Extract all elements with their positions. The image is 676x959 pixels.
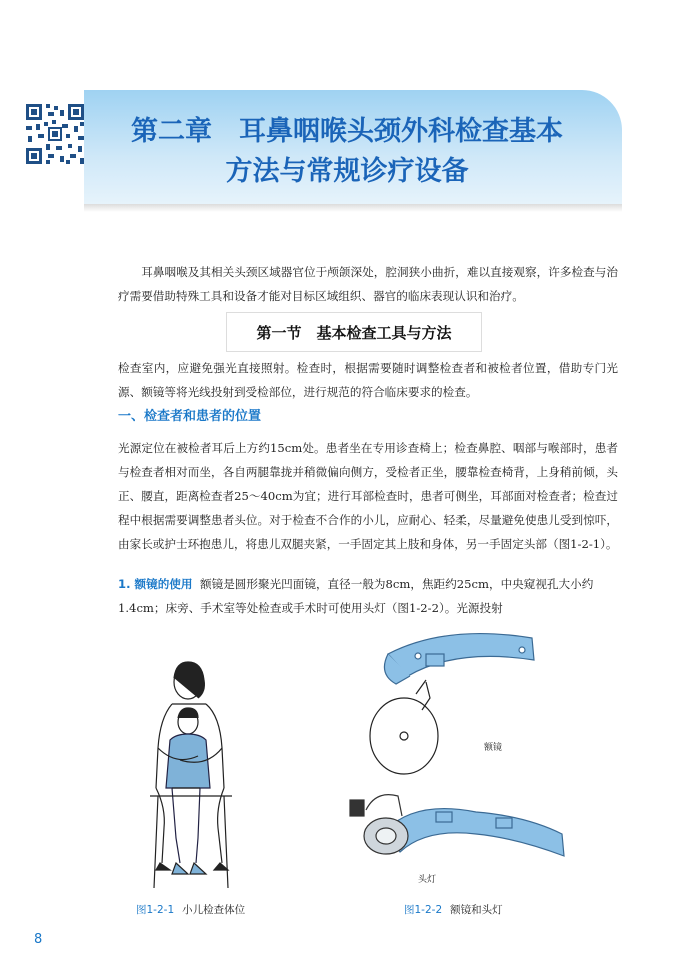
figure-child-exam-position [136,648,246,916]
chapter-banner-shadow [84,204,622,212]
qr-code-image[interactable] [22,100,88,168]
figure-head-mirror-and-headlight [326,620,580,916]
subsection-heading: 一、检查者和患者的位置 [118,409,262,424]
figure-1-caption [136,902,245,917]
section-title: 第一节 基本检查工具与方法 [226,312,482,352]
figure-2-number: 图1-2-2 [404,904,443,916]
figure-1-title: 小儿检查体位 [182,904,246,916]
chapter-title [86,112,608,192]
figure-2-label-headlight: 头灯 [418,875,437,885]
minor-paragraph-line-2: 1.4cm；床旁、手术室等处检查或手术时可使用头灯（图1-2-2）。光源投射 [118,601,503,615]
chapter-title-line-2: 方法与常规诊疗设备 [225,156,469,187]
section-paragraph: 检查室内，应避免强光直接照射。检查时，根据需要随时调整检查者和被检者位置，借助专门光源、额镜等将光线投射到受检部位，进行规范的符合临床要求的检查。 [118,361,618,399]
page-number: 8 [34,932,43,947]
figure-2-caption [404,902,503,917]
figure-1-number: 图1-2-1 [136,904,175,916]
minor-paragraph-line-1: 额镜是圆形聚光凹面镜，直径一般为8cm，焦距约25cm，中央窥视孔大小约 [200,577,594,591]
chapter-title-line-1: 第二章 耳鼻咽喉头颈外科检查基本 [131,116,563,147]
subsection-paragraph: 光源定位在被检者耳后上方约15cm处。患者坐在专用诊查椅上；检查鼻腔、咽部与喉部时，患者与检查者相对而坐，各自两腿靠拢并稍微偏向侧方，受检者正坐，腰靠检查椅背，上身稍前倾，头正、腰直，距离检查者25～40cm为宜；进行耳部检查时，患者可侧坐，耳部面对检查者；检查过程中根据需要调整患者头位。对于检查不合作的小儿，应耐心、轻柔，尽量避免使患儿受到惊吓，由家长或护士环抱患儿，将患儿双腿夹紧，一手固定其上肢和身体，另一手固定头部（图1-2-1）。 [118,441,618,551]
figure-2-label-head-mirror: 额镜 [484,743,503,753]
intro-paragraph: 耳鼻咽喉及其相关头颈区域器官位于颅颌深处，腔洞狭小曲折，难以直接观察，许多检查与治疗需要借助特殊工具和设备才能对目标区域组织、器官的临床表现认识和治疗。 [118,265,618,303]
minor-heading: 1. 额镜的使用 [118,577,193,591]
figure-2-title: 额镜和头灯 [450,904,503,916]
